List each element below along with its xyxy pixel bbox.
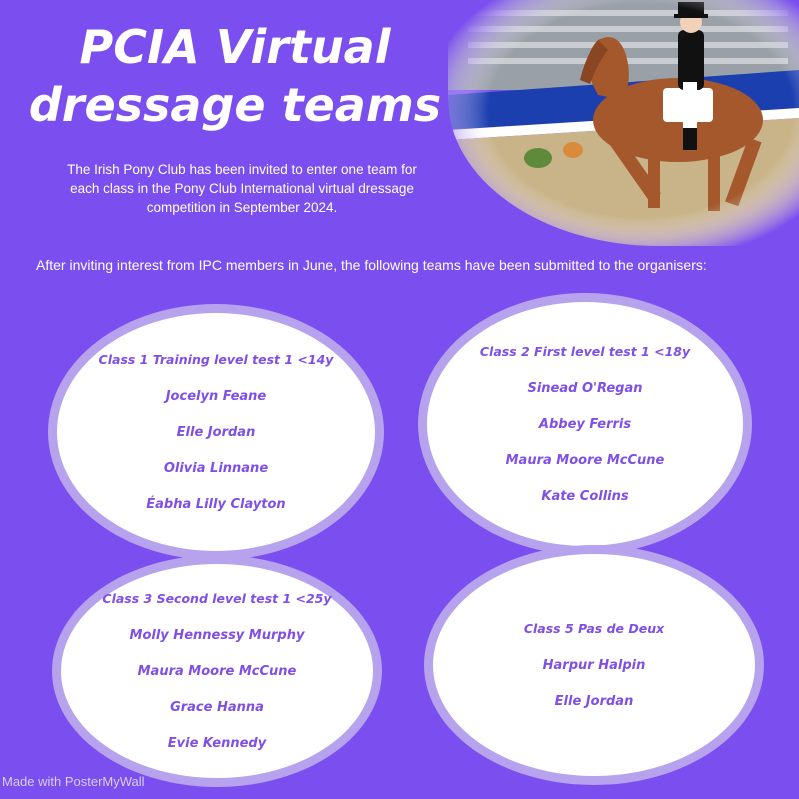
class-1-member: Elle Jordan — [176, 425, 256, 440]
class-5-member: Harpur Halpin — [542, 658, 646, 673]
class-1-oval — [48, 304, 384, 560]
dressage-horse-rider-icon — [448, 0, 799, 246]
poster-title — [20, 18, 450, 134]
class-3-name: Class 3 Second level test 1 <25y — [102, 591, 332, 606]
watermark: Made with PosterMyWall — [2, 774, 145, 789]
intro-text: The Irish Pony Club has been invited to enter one team for each class in the Pony Club International virtual dressage competition in September 2024. — [67, 162, 417, 215]
class-2-member: Abbey Ferris — [538, 417, 632, 432]
class-1-name: Class 1 Training level test 1 <14y — [98, 352, 334, 367]
class-3-member: Evie Kennedy — [167, 736, 267, 751]
class-2-member: Maura Moore McCune — [505, 453, 665, 468]
class-5-oval — [424, 545, 764, 785]
class-5-name: Class 5 Pas de Deux — [523, 621, 665, 636]
class-2-oval — [418, 293, 752, 555]
title-line-1: PCIA Virtual — [79, 20, 391, 74]
class-1-member: Olivia Linnane — [163, 461, 269, 476]
class-3-member: Grace Hanna — [170, 700, 264, 715]
lead-text: After inviting interest from IPC members in June, the following teams have been submitted to the organisers: — [36, 257, 707, 273]
class-2-member: Kate Collins — [541, 489, 629, 504]
class-1-member: Jocelyn Feane — [165, 389, 267, 404]
class-3-member: Molly Hennessy Murphy — [129, 628, 305, 643]
class-3-member: Maura Moore McCune — [137, 664, 297, 679]
class-2-name: Class 2 First level test 1 <18y — [479, 344, 691, 359]
class-2-member: Sinead O'Regan — [527, 381, 643, 396]
class-5-member: Elle Jordan — [554, 694, 634, 709]
class-1-member: Éabha Lilly Clayton — [146, 497, 286, 512]
class-3-oval — [52, 555, 382, 787]
title-line-2: dressage teams — [28, 78, 442, 132]
